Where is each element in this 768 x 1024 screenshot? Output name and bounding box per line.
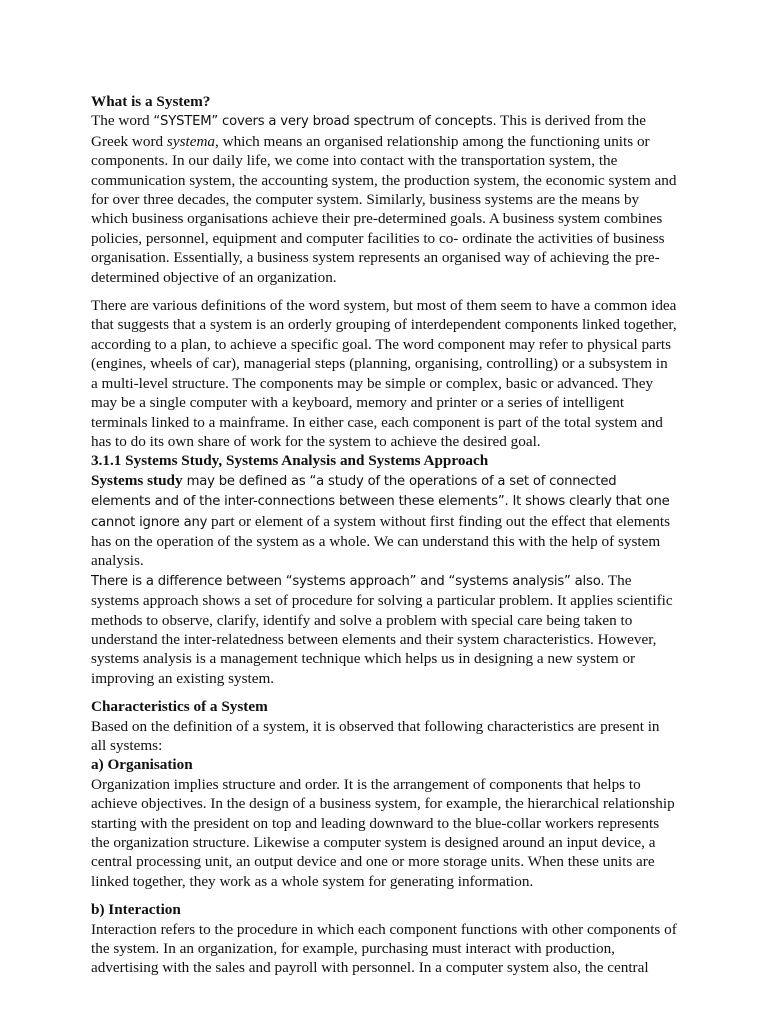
italic-term-systema: systema [166, 132, 216, 150]
text-run-quoted-difference: There is a difference between “systems approach” and “systems analysis” also. [91, 573, 605, 589]
text-run: part or element of a system without first finding out the effect that elements has on the operation of the system as a whole. We can understand this with the help of system analysis. [91, 512, 671, 570]
text-run: The word [91, 112, 154, 130]
bold-term-systems-study: Systems study [91, 471, 183, 489]
paragraph-interaction: Interaction refers to the procedure in which each component functions with other components of the system. In an organization, for example, purchasing must interact with production, advertising with the sales and payroll with personnel. In a computer system also, the central [91, 920, 677, 977]
paragraph-systems-study [91, 471, 677, 571]
text-run-quoted-definition: may be defined as “a study of the operations of a set of connected elements and of the inter-connections between these elements”. It shows clearly that one cannot ignore any [91, 473, 670, 530]
document-page [91, 92, 677, 978]
subheading-interaction: b) Interaction [91, 901, 181, 919]
paragraph-characteristics-intro: Based on the definition of a system, it is observed that following characteristics are present in all systems: [91, 717, 660, 754]
subheading-organisation: a) Organisation [91, 756, 193, 774]
text-run: , which means an organised relationship among the functioning units or components. In our daily life, we come into contact with the transportation system, the communication system, the accounting system, the production system, the economic system and for over three decades, the computer system. Similarly, business systems are the means by which business organisations achieve their pre-determined goals. A business system combines policies, personnel, equipment and computer facilities to co- ordinate the activities of business organisation. Essentially, a business system represents an organised way of achieving the pre-determined objective of an organization. [91, 132, 677, 286]
section-heading-characteristics: Characteristics of a System [91, 698, 268, 716]
section-heading-what-is-system: What is a System? [91, 93, 211, 110]
text-run: The systems approach shows a set of procedure for solving a particular problem. It applies scientific methods to observe, clarify, identify and solve a problem with special care being taken to understand the inter-relatedness between elements and their system characteristics. However, systems analysis is a management technique which helps us in designing a new system or improving an existing system. [91, 571, 673, 687]
text-run: This is derived from the Greek word [91, 112, 646, 150]
paragraph-system-definition [91, 111, 677, 287]
text-run-quoted-system: “SYSTEM” covers a very broad spectrum of concepts. [153, 114, 497, 130]
paragraph-systems-approach [91, 571, 677, 688]
section-heading-systems-study: 3.1.1 Systems Study, Systems Analysis and Systems Approach [91, 452, 489, 470]
paragraph-system-components: There are various definitions of the word system, but most of them seem to have a common idea that suggests that a system is an orderly grouping of interdependent components linked together, according to a plan, to achieve a specific goal. The word component may refer to physical parts (engines, wheels of car), managerial steps (planning, organising, controlling) or a subsystem in a multi-level structure. The components may be simple or complex, basic or advanced. They may be a single computer with a keyboard, memory and printer or a series of intelligent terminals linked to a mainframe. In either case, each component is part of the total system and has to do its own share of work for the system to achieve the desired goal. [91, 297, 677, 450]
paragraph-organisation: Organization implies structure and order. It is the arrangement of components that helps to achieve objectives. In the design of a business system, for example, the hierarchical relationship starting with the president on top and leading downward to the blue-collar workers represents the organization structure. Likewise a computer system is designed around an input device, a central processing unit, an output device and one or more storage units. When these units are linked together, they work as a whole system for generating information. [91, 775, 675, 890]
